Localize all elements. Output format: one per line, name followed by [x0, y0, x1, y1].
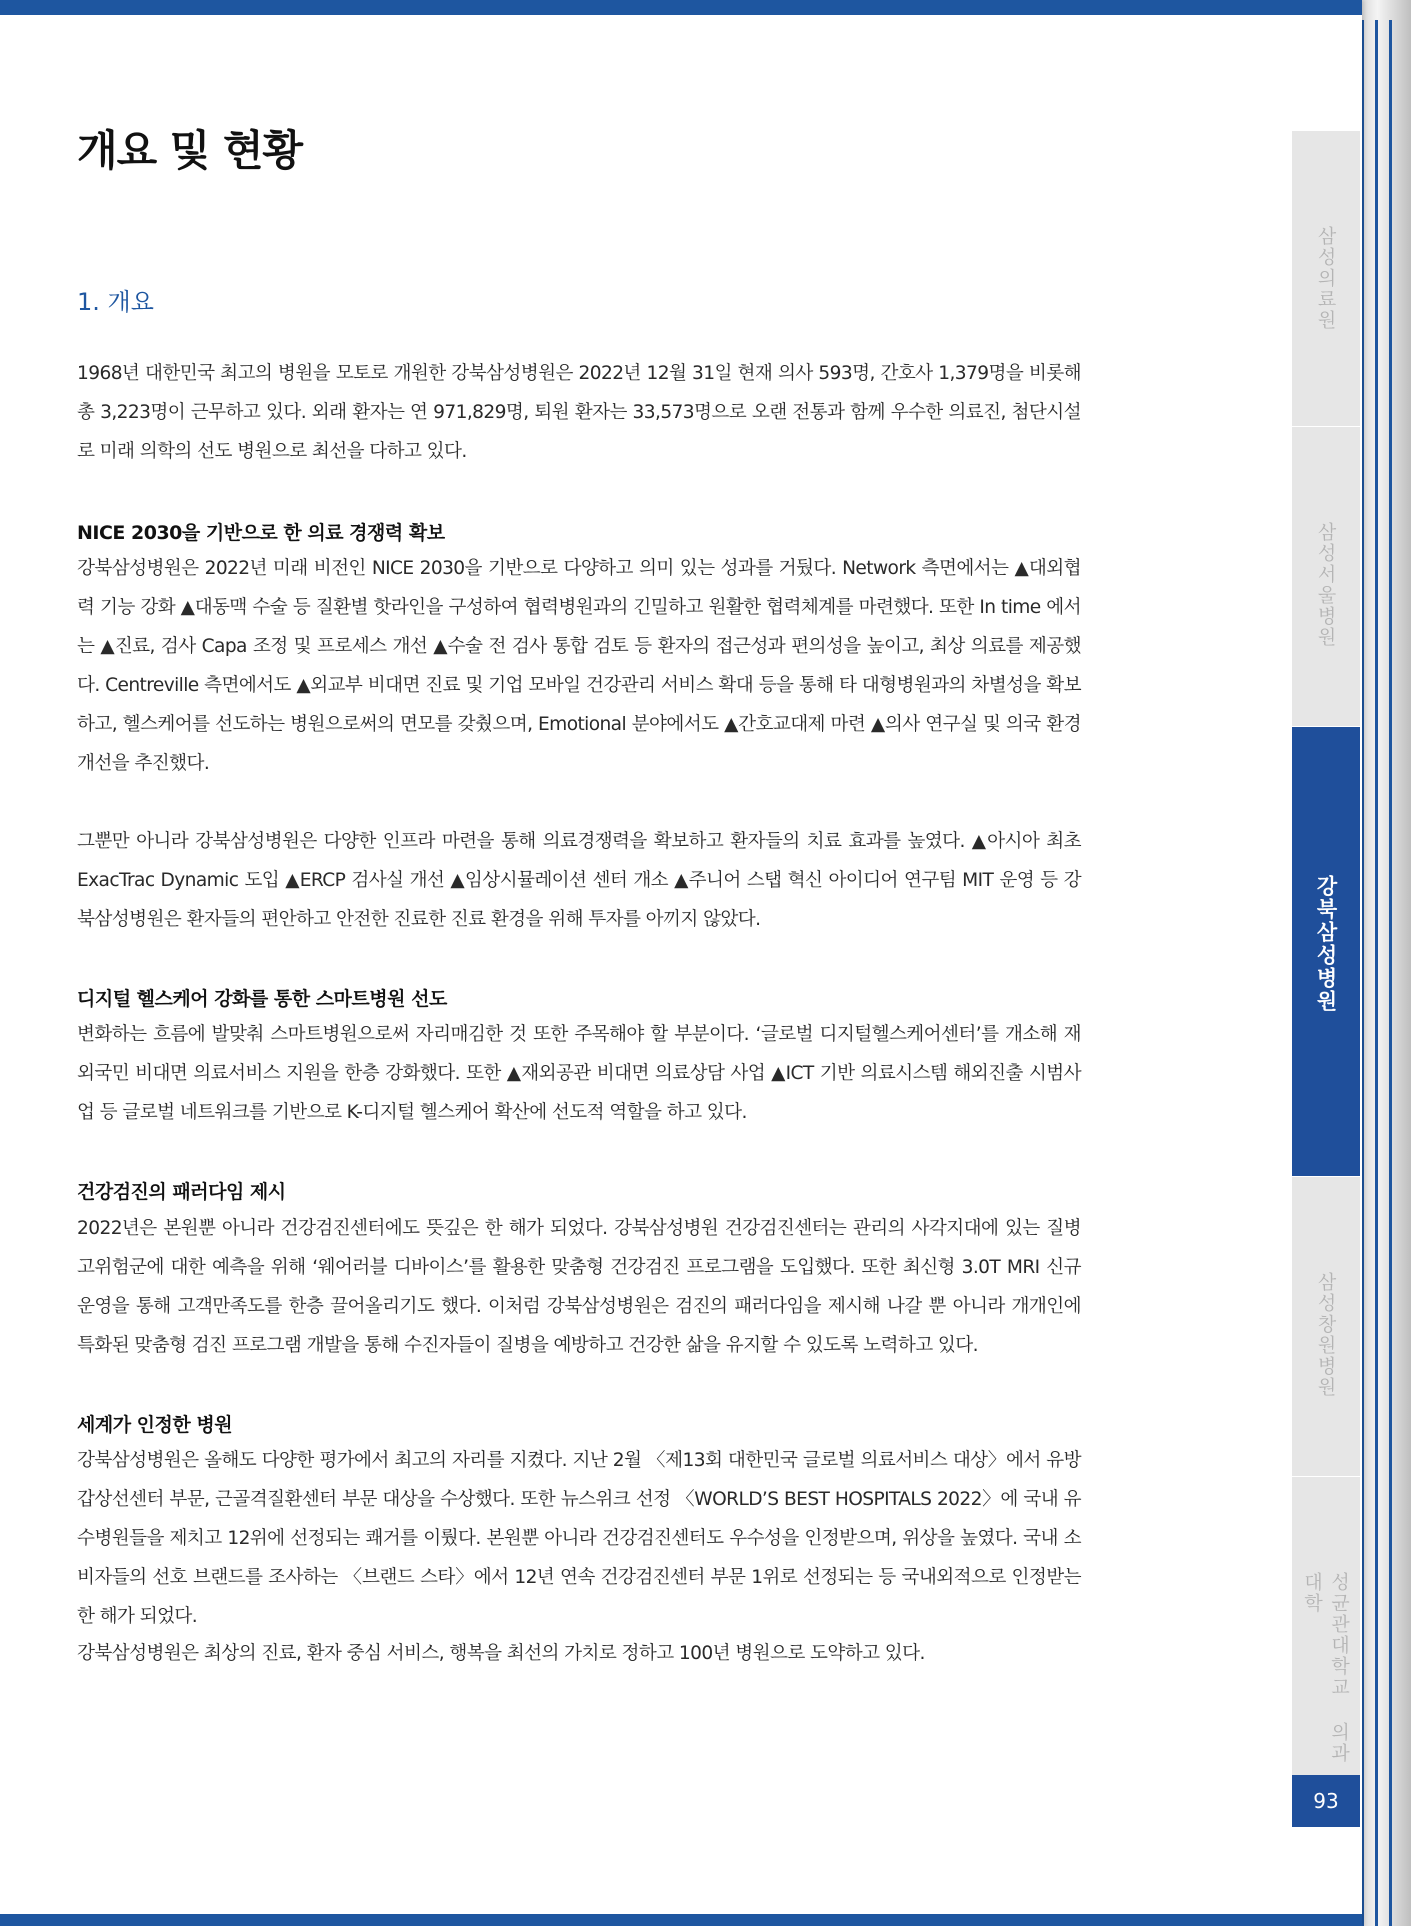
paragraph-infrastructure: 그뿐만 아니라 강북삼성병원은 다양한 인프라 마련을 통해 의료경쟁력을 확보하고 환자들의 치료 효과를 높였다. ▲아시아 최초 ExacTrac Dynamic 도입 ▲ERCP 검사실 개선 ▲임상시뮬레이션 센터 개소 ▲주니어 스탭 혁신 아이디어 연구팀 MIT 운영 등 강북삼성병원은 환자들의 편안하고 안전한 진료한 진료 환경을 위해 투자를 아끼지 않았다.: [77, 831, 1081, 930]
tab-kangbuk-samsung-hospital[interactable]: [1292, 726, 1360, 1176]
tab-skku-medicine[interactable]: [1292, 1476, 1360, 1775]
tab-label: 삼성의료원: [1314, 226, 1337, 331]
side-tab-index: [1292, 130, 1360, 1826]
page-title: 개요 및 현황: [77, 126, 303, 175]
intro-paragraph: 1968년 대한민국 최고의 병원을 모토로 개원한 강북삼성병원은 2022년 12월 31일 현재 의사 593명, 간호사 1,379명을 비롯해 총 3,223명이 근무하고 있다. 외래 환자는 연 971,829명, 퇴원 환자는 33,573명으로 오랜 전통과 함께 우수한 의료진, 첨단시설로 미래 의학의 선도 병원으로 최선을 다하고 있다.: [77, 363, 1081, 462]
paragraph-digital: 변화하는 흐름에 발맞춰 스마트병원으로써 자리매김한 것 또한 주목해야 할 부분이다. ‘글로벌 디지털헬스케어센터’를 개소해 재외국민 비대면 의료서비스 지원을 한층 강화했다. 또한 ▲재외공관 비대면 의료상담 사업 ▲ICT 기반 의료시스템 해외진출 시범사업 등 글로벌 네트워크를 기반으로 K-디지털 헬스케어 확산에 선도적 역할을 하고 있다.: [77, 1024, 1081, 1123]
section-heading: 1. 개요: [77, 288, 154, 316]
book-spine: [1355, 0, 1411, 1926]
tab-samsung-seoul-hospital[interactable]: [1292, 426, 1360, 726]
tab-samsung-medical-center[interactable]: [1292, 130, 1360, 426]
subsection-heading-nice2030: NICE 2030을 기반으로 한 의료 경쟁력 확보: [77, 522, 445, 544]
tab-label: 강북삼성병원: [1314, 875, 1338, 1013]
tab-label: 삼성창원병원: [1314, 1272, 1337, 1398]
subsection-heading-digital: 디지털 헬스케어 강화를 통한 스마트병원 선도: [77, 988, 447, 1010]
tab-label: 삼성서울병원: [1314, 522, 1337, 648]
paragraph-nice2030: 강북삼성병원은 2022년 미래 비전인 NICE 2030을 기반으로 다양하고 의미 있는 성과를 거뒀다. Network 측면에서는 ▲대외협력 기능 강화 ▲대동맥 수술 등 질환별 핫라인을 구성하여 협력병원과의 긴밀하고 원활한 협력체계를 마련했다. 또한 In time 에서는 ▲진료, 검사 Capa 조정 및 프로세스 개선 ▲수술 전 검사 통합 검토 등 환자의 접근성과 편의성을 높이고, 최상 의료를 제공했다. Centreville 측면에서도 ▲외교부 비대면 진료 및 기업 모바일 건강관리 서비스 확대 등을 통해 타 대형병원과의 차별성을 확보하고, 헬스케어를 선도하는 병원으로써의 면모를 갖췄으며, Emotional 분야에서도 ▲간호교대제 마련 ▲의사 연구실 및 의국 환경개선을 추진했다.: [77, 558, 1081, 774]
tab-samsung-changwon-hospital[interactable]: [1292, 1176, 1360, 1476]
tab-label: 성균관대학교 의과대학: [1301, 1572, 1350, 1764]
bottom-accent-bar: [0, 1914, 1362, 1926]
page-number: 93: [1292, 1775, 1360, 1827]
paragraph-checkup: 2022년은 본원뿐 아니라 건강검진센터에도 뜻깊은 한 해가 되었다. 강북삼성병원 건강검진센터는 관리의 사각지대에 있는 질병 고위험군에 대한 예측을 위해 ‘웨어러블 디바이스’를 활용한 맞춤형 건강검진 프로그램을 도입했다. 또한 최신형 3.0T MRI 신규 운영을 통해 고객만족도를 한층 끌어올리기도 했다. 이처럼 강북삼성병원은 검진의 패러다임을 제시해 나갈 뿐 아니라 개개인에 특화된 맞춤형 검진 프로그램 개발을 통해 수진자들이 질병을 예방하고 건강한 삶을 유지할 수 있도록 노력하고 있다.: [77, 1218, 1081, 1356]
paragraph-world: 강북삼성병원은 올해도 다양한 평가에서 최고의 자리를 지켰다. 지난 2월 〈제13회 대한민국 글로벌 의료서비스 대상〉에서 유방갑상선센터 부문, 근골격질환센터 부문 대상을 수상했다. 또한 뉴스위크 선정 〈WORLD’S BEST HOSPITALS 2022〉에 국내 유수병원들을 제치고 12위에 선정되는 쾌거를 이뤘다. 본원뿐 아니라 건강검진센터도 우수성을 인정받으며, 위상을 높였다. 국내 소비자들의 선호 브랜드를 조사하는 〈브랜드 스타〉에서 12년 연속 건강검진센터 부문 1위로 선정되는 등 국내외적으로 인정받는 한 해가 되었다.: [77, 1450, 1081, 1627]
top-accent-bar: [0, 0, 1362, 15]
subsection-heading-world: 세계가 인정한 병원: [77, 1414, 233, 1436]
subsection-heading-checkup: 건강검진의 패러다임 제시: [77, 1181, 286, 1203]
paragraph-closing: 강북삼성병원은 최상의 진료, 환자 중심 서비스, 행복을 최선의 가치로 정하고 100년 병원으로 도약하고 있다.: [77, 1643, 925, 1664]
